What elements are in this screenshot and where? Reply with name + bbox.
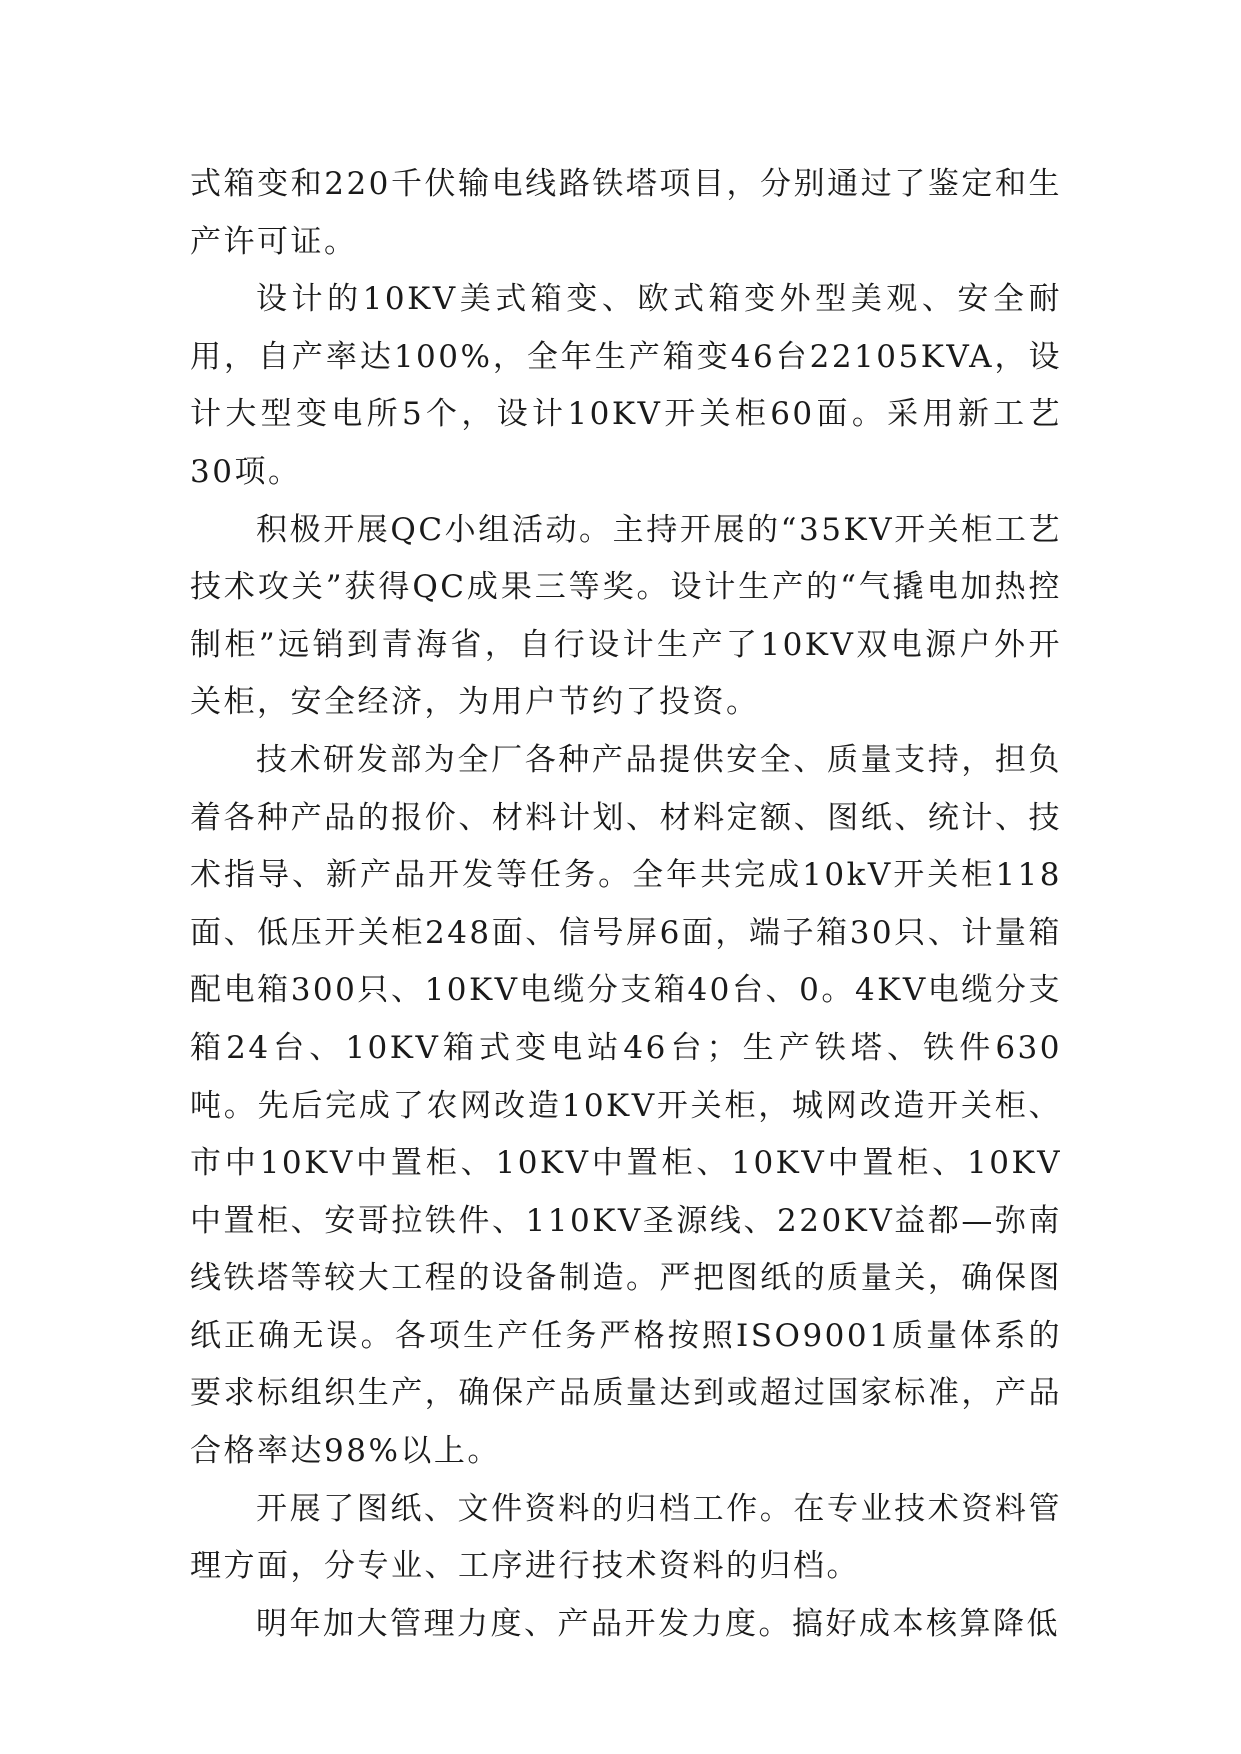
paragraph-2: 设计的10KV美式箱变、欧式箱变外型美观、安全耐用，自产率达100%，全年生产箱变46台22105KVA，设计大型变电所5个，设计10KV开关柜60面。采用新工艺30项。 (190, 281, 1062, 490)
document-body (190, 156, 1062, 1653)
paragraph-4: 技术研发部为全厂各种产品提供安全、质量支持，担负着各种产品的报价、材料计划、材料定额、图纸、统计、技术指导、新产品开发等任务。全年共完成10kV开关柜118面、低压开关柜248面、信号屏6面，端子箱30只、计量箱配电箱300只、10KV电缆分支箱40台、0。4KV电缆分支箱24台、10KV箱式变电站46台；生产铁塔、铁件630吨。先后完成了农网改造10KV开关柜，城网改造开关柜、市中10KV中置柜、10KV中置柜、10KV中置柜、10KV中置柜、安哥拉铁件、110KV圣源线、220KV益都—弥南线铁塔等较大工程的设备制造。严把图纸的质量关，确保图纸正确无误。各项生产任务严格按照ISO9001质量体系的要求标组织生产，确保产品质量达到或超过国家标准，产品合格率达98%以上。 (190, 741, 1062, 1470)
paragraph-1: 式箱变和220千伏输电线路铁塔项目，分别通过了鉴定和生产许可证。 (190, 166, 1062, 260)
paragraph-5: 开展了图纸、文件资料的归档工作。在专业技术资料管理方面，分专业、工序进行技术资料的归档。 (190, 1490, 1062, 1585)
paragraph-3: 积极开展QC小组活动。主持开展的“35KV开关柜工艺技术攻关”获得QC成果三等奖。设计生产的“气撬电加热控制柜”远销到青海省，自行设计生产了10KV双电源户外开关柜，安全经济，为用户节约了投资。 (190, 511, 1062, 721)
paragraph-6: 明年加大管理力度、产品开发力度。搞好成本核算降低 (256, 1605, 1060, 1642)
